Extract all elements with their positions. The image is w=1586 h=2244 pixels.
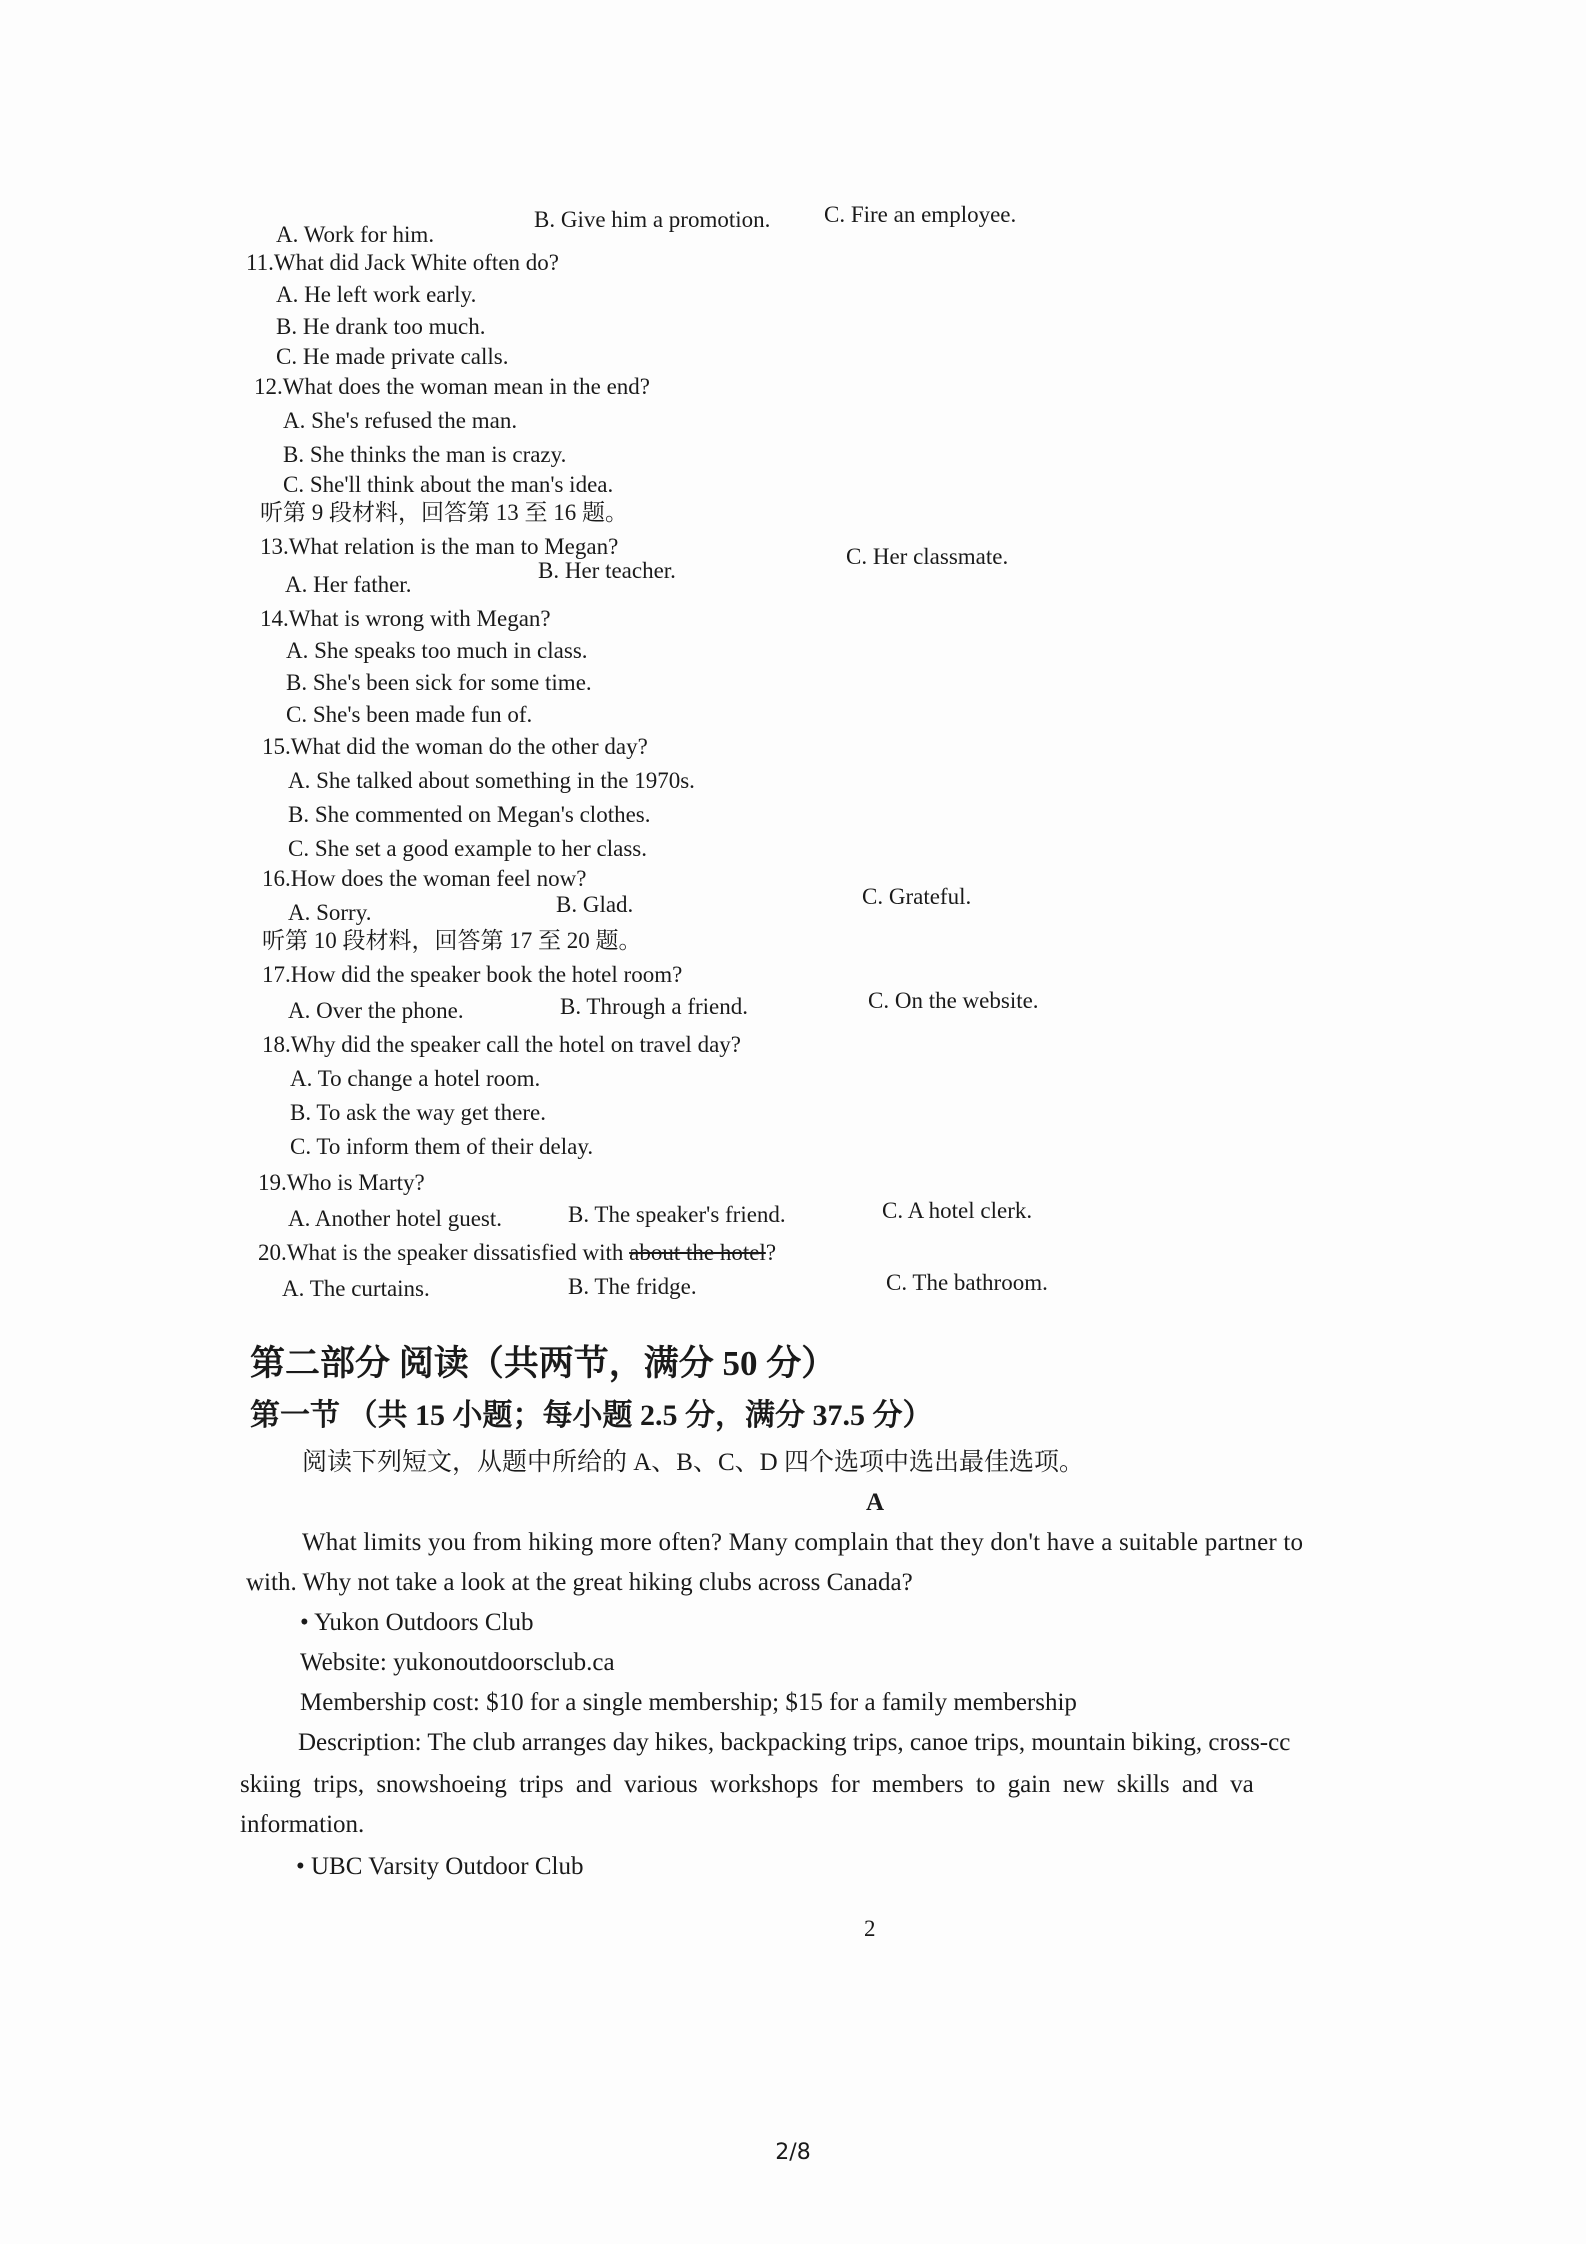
q15-option-c: C. She set a good example to her class. bbox=[288, 836, 647, 861]
q16-option-b: B. Glad. bbox=[556, 892, 634, 917]
q15-option-a: A. She talked about something in the 1970s. bbox=[288, 768, 695, 793]
q18-stem: 18.Why did the speaker call the hotel on travel day? bbox=[262, 1032, 741, 1057]
q12-option-c: C. She'll think about the man's idea. bbox=[283, 472, 614, 497]
q20-stem-start: 20.What is the speaker dissatisfied with bbox=[258, 1240, 630, 1265]
q14-stem: 14.What is wrong with Megan? bbox=[260, 606, 551, 631]
q10-option-b: B. Give him a promotion. bbox=[534, 207, 771, 232]
q20-option-c: C. The bathroom. bbox=[886, 1270, 1048, 1295]
q12-stem: 12.What does the woman mean in the end? bbox=[254, 374, 650, 399]
club-2-name: • UBC Varsity Outdoor Club bbox=[296, 1853, 584, 1880]
q17-option-b: B. Through a friend. bbox=[560, 994, 749, 1019]
q17-option-a: A. Over the phone. bbox=[288, 998, 464, 1023]
q17-option-c: C. On the website. bbox=[868, 988, 1039, 1013]
q15-option-b: B. She commented on Megan's clothes. bbox=[288, 802, 651, 827]
q11-option-b: B. He drank too much. bbox=[276, 314, 486, 339]
club-1-cost: Membership cost: $10 for a single membership; $15 for a family membership bbox=[300, 1689, 1077, 1716]
club-1-description-line-2: skiing trips, snowshoeing trips and various workshops for members to gain new skills and va bbox=[240, 1771, 1254, 1798]
page-indicator: 2/8 bbox=[775, 2140, 811, 2165]
q13-option-c: C. Her classmate. bbox=[846, 544, 1009, 569]
q19-option-c: C. A hotel clerk. bbox=[882, 1198, 1033, 1223]
club-1-website: Website: yukonoutdoorsclub.ca bbox=[300, 1649, 615, 1676]
q12-option-a: A. She's refused the man. bbox=[283, 408, 518, 433]
q13-option-b: B. Her teacher. bbox=[538, 558, 676, 583]
passage-intro-line-1: What limits you from hiking more often? Many complain that they don't have a suitable partner to bbox=[302, 1529, 1304, 1556]
q19-option-a: A. Another hotel guest. bbox=[288, 1206, 502, 1231]
q20-stem-end: ? bbox=[765, 1240, 777, 1265]
q11-option-a: A. He left work early. bbox=[276, 282, 477, 307]
q18-option-c: C. To inform them of their delay. bbox=[290, 1134, 594, 1159]
q20-stem-struck: about the hotel bbox=[629, 1240, 766, 1265]
reading-part-title: 第二部分 阅读（共两节，满分 50 分） bbox=[250, 1344, 837, 1383]
q15-stem: 15.What did the woman do the other day? bbox=[262, 734, 648, 759]
q10-option-a: A. Work for him. bbox=[276, 222, 435, 247]
q17-stem: 17.How did the speaker book the hotel room? bbox=[262, 962, 683, 987]
q16-option-a: A. Sorry. bbox=[288, 900, 372, 925]
q20-option-b: B. The fridge. bbox=[568, 1274, 697, 1299]
reading-section-title: 第一节 （共 15 小题；每小题 2.5 分，满分 37.5 分） bbox=[250, 1399, 933, 1432]
q20-option-a: A. The curtains. bbox=[282, 1276, 430, 1301]
reading-instruction: 阅读下列短文，从题中所给的 A、B、C、D 四个选项中选出最佳选项。 bbox=[302, 1449, 1084, 1476]
q11-option-c: C. He made private calls. bbox=[276, 344, 509, 369]
q20-stem bbox=[258, 1238, 776, 1268]
q18-option-a: A. To change a hotel room. bbox=[290, 1066, 541, 1091]
q16-stem: 16.How does the woman feel now? bbox=[262, 866, 587, 891]
club-1-description-line-1: Description: The club arranges day hikes, backpacking trips, canoe trips, mountain biking, cross-cc bbox=[298, 1729, 1291, 1756]
q19-option-b: B. The speaker's friend. bbox=[568, 1202, 786, 1227]
q10-option-c: C. Fire an employee. bbox=[824, 202, 1017, 227]
passage-label: A bbox=[866, 1489, 885, 1516]
q16-option-c: C. Grateful. bbox=[862, 884, 972, 909]
passage-intro-line-2: with. Why not take a look at the great hiking clubs across Canada? bbox=[246, 1569, 913, 1596]
club-1-name: • Yukon Outdoors Club bbox=[300, 1609, 534, 1636]
q14-option-c: C. She's been made fun of. bbox=[286, 702, 533, 727]
section-9-instruction: 听第 9 段材料，回答第 13 至 16 题。 bbox=[260, 500, 628, 525]
q19-stem: 19.Who is Marty? bbox=[258, 1170, 425, 1195]
scan-page-number: 2 bbox=[864, 1916, 876, 1941]
q13-option-a: A. Her father. bbox=[285, 572, 412, 597]
q18-option-b: B. To ask the way get there. bbox=[290, 1100, 547, 1125]
section-10-instruction: 听第 10 段材料，回答第 17 至 20 题。 bbox=[262, 928, 642, 953]
q14-option-a: A. She speaks too much in class. bbox=[286, 638, 588, 663]
q11-stem: 11.What did Jack White often do? bbox=[246, 250, 559, 275]
club-1-description-line-3: information. bbox=[240, 1811, 365, 1838]
q13-stem: 13.What relation is the man to Megan? bbox=[260, 534, 619, 559]
q12-option-b: B. She thinks the man is crazy. bbox=[283, 442, 567, 467]
q14-option-b: B. She's been sick for some time. bbox=[286, 670, 592, 695]
